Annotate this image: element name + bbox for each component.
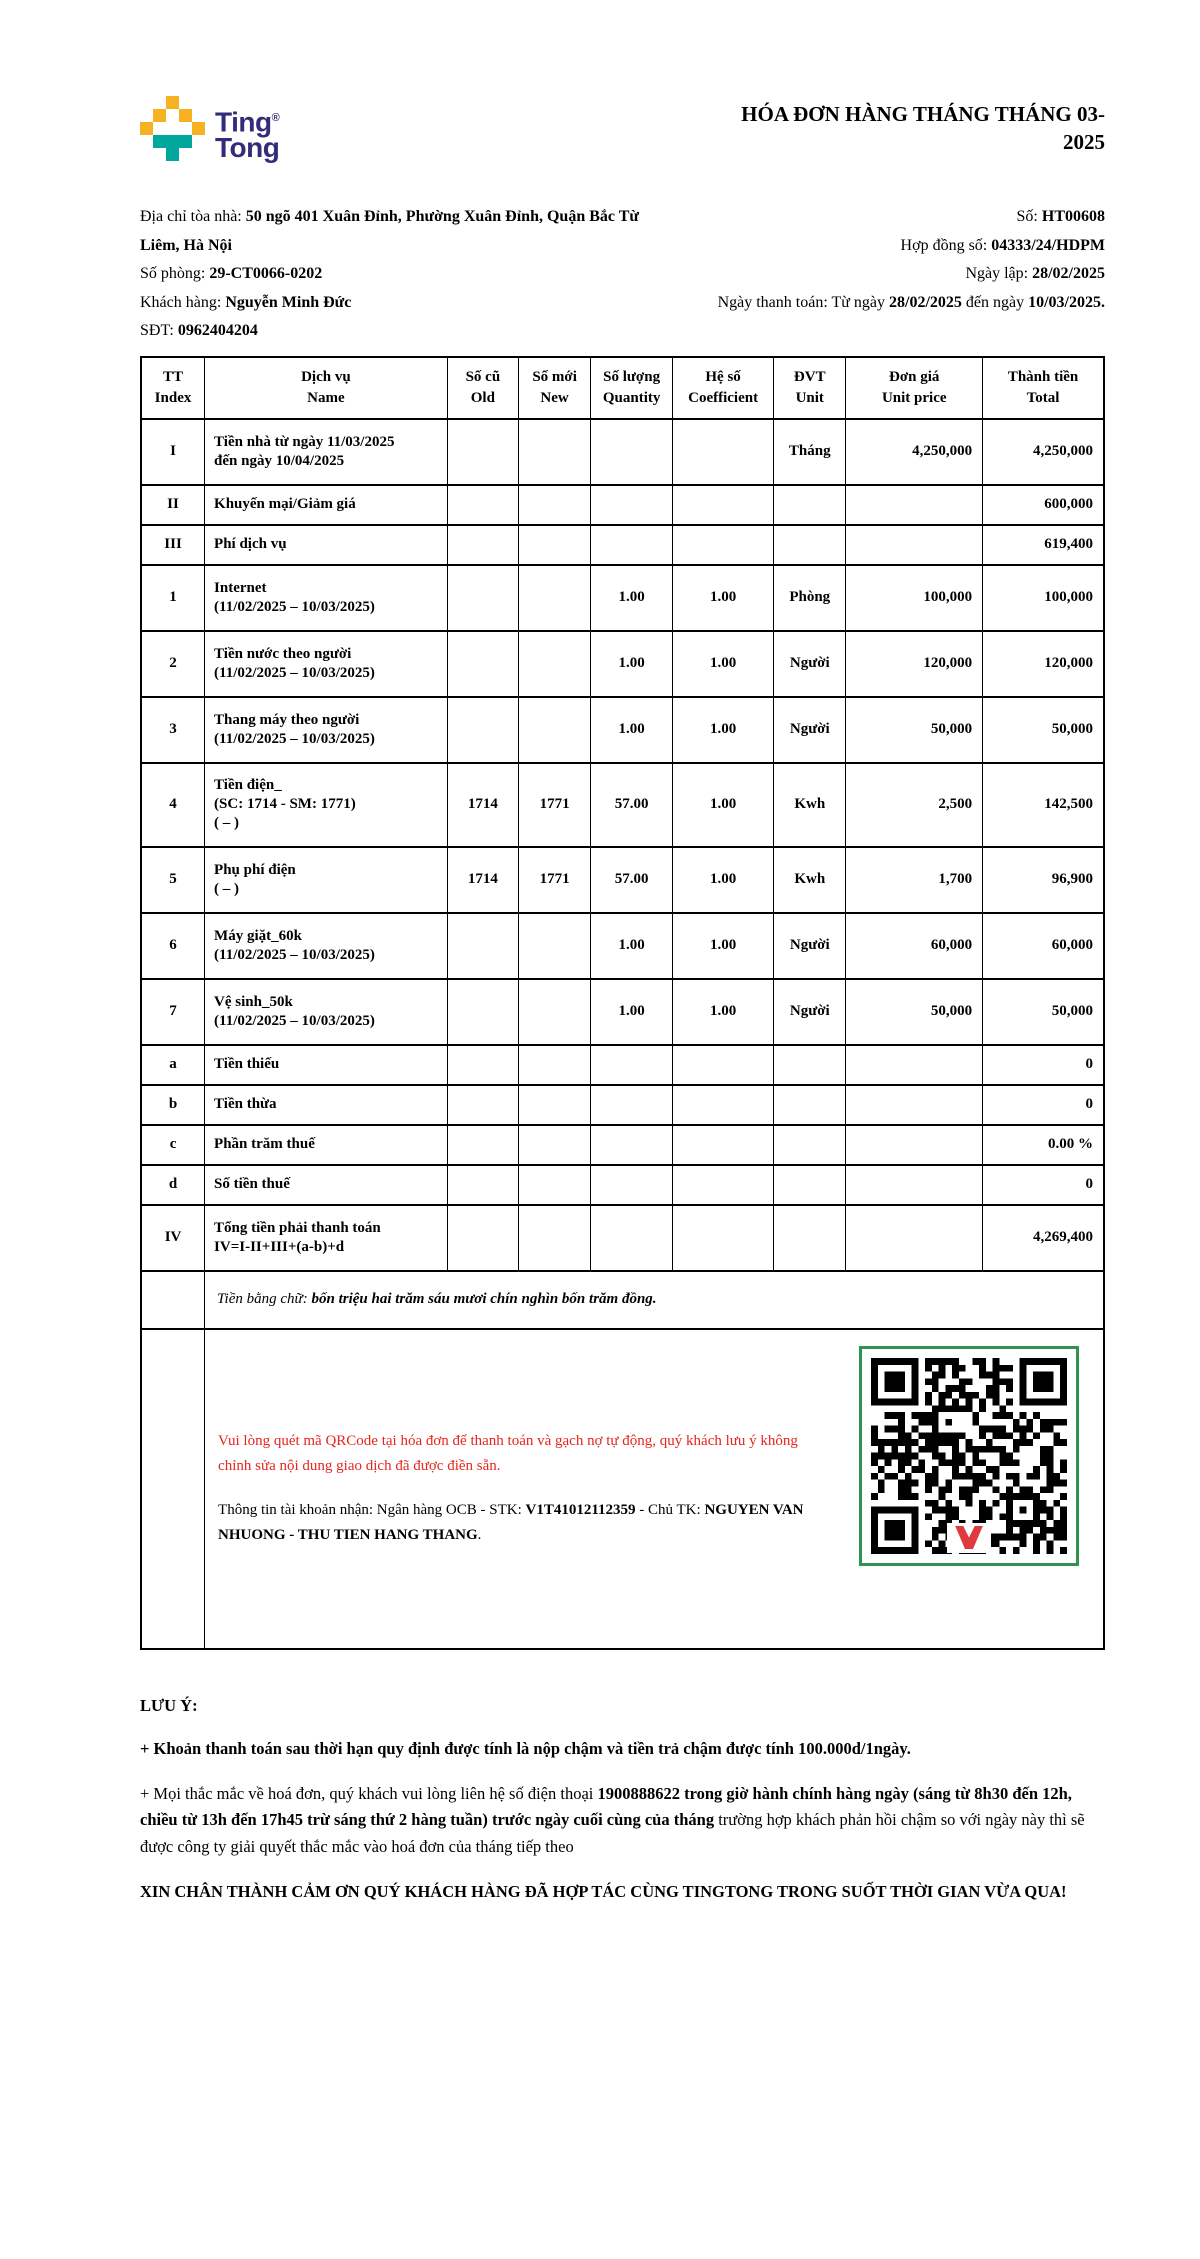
cell-total: 619,400 xyxy=(983,525,1104,565)
cell-coef: 1.00 xyxy=(673,913,774,979)
cell-coef: 1.00 xyxy=(673,847,774,913)
column-header: Đơn giá Unit price xyxy=(846,357,983,419)
cell-coef: 1.00 xyxy=(673,697,774,763)
cell-coef xyxy=(673,485,774,525)
cell-index: d xyxy=(141,1165,205,1205)
info-line: Số: HT00608 xyxy=(1016,208,1105,226)
empty-cell xyxy=(141,1271,205,1329)
cell-coef xyxy=(673,419,774,485)
cell-old xyxy=(447,419,518,485)
cell-price xyxy=(846,1205,983,1271)
cell-price: 2,500 xyxy=(846,763,983,847)
cell-price: 120,000 xyxy=(846,631,983,697)
cell-qty xyxy=(591,419,673,485)
cell-index: III xyxy=(141,525,205,565)
tingtong-logo xyxy=(140,96,280,164)
cell-total: 4,250,000 xyxy=(983,419,1104,485)
cell-coef: 1.00 xyxy=(673,763,774,847)
table-row xyxy=(141,697,1104,763)
cell-qty: 1.00 xyxy=(591,631,673,697)
cell-old xyxy=(447,913,518,979)
cell-coef xyxy=(673,1125,774,1165)
table-header-row xyxy=(141,357,1104,419)
cell-total: 142,500 xyxy=(983,763,1104,847)
table-row xyxy=(141,1045,1104,1085)
cell-qty xyxy=(591,1205,673,1271)
table-row xyxy=(141,913,1104,979)
cell-price: 50,000 xyxy=(846,697,983,763)
amount-in-words: Tiền bằng chữ: bốn triệu hai trăm sáu mươi chín nghìn bốn trăm đồng. xyxy=(205,1271,1104,1329)
amount-in-words-row xyxy=(141,1271,1104,1329)
cell-total: 0.00 % xyxy=(983,1125,1104,1165)
cell-price xyxy=(846,1085,983,1125)
notes-heading: LƯU Ý: xyxy=(140,1695,198,1715)
cell-total: 600,000 xyxy=(983,485,1104,525)
cell-qty xyxy=(591,1085,673,1125)
cell-new xyxy=(518,979,590,1045)
column-header: Số mới New xyxy=(518,357,590,419)
cell-name: Tổng tiền phải thanh toán IV=I-II+III+(a-b)+d xyxy=(205,1205,448,1271)
qr-warning-text: Vui lòng quét mã QRCode tại hóa đơn để thanh toán và gạch nợ tự động, quý khách lưu ý không chỉnh sửa nội dung giao dịch đã được điền sẵn. xyxy=(218,1433,798,1475)
cell-total: 50,000 xyxy=(983,979,1104,1045)
cell-total: 0 xyxy=(983,1045,1104,1085)
cell-new: 1771 xyxy=(518,847,590,913)
cell-old xyxy=(447,525,518,565)
cell-name: Thang máy theo người (11/02/2025 – 10/03/2025) xyxy=(205,697,448,763)
cell-qty: 1.00 xyxy=(591,913,673,979)
column-header: Số lượng Quantity xyxy=(591,357,673,419)
cell-new xyxy=(518,525,590,565)
column-header: TT Index xyxy=(141,357,205,419)
cell-qty: 1.00 xyxy=(591,565,673,631)
cell-index: b xyxy=(141,1085,205,1125)
cell-price: 100,000 xyxy=(846,565,983,631)
info-line: Khách hàng: Nguyễn Minh Đức xyxy=(140,293,352,311)
payment-row xyxy=(141,1329,1104,1649)
cell-coef xyxy=(673,1165,774,1205)
table-row xyxy=(141,565,1104,631)
vietqr-v-icon xyxy=(947,1523,991,1553)
cell-name: Tiền thừa xyxy=(205,1085,448,1125)
cell-qty: 57.00 xyxy=(591,847,673,913)
cell-index: c xyxy=(141,1125,205,1165)
cell-price: 60,000 xyxy=(846,913,983,979)
cell-price xyxy=(846,1165,983,1205)
cell-new xyxy=(518,1125,590,1165)
cell-new xyxy=(518,565,590,631)
cell-name: Phần trăm thuế xyxy=(205,1125,448,1165)
cell-name: Khuyến mại/Giảm giá xyxy=(205,485,448,525)
cell-old xyxy=(447,1045,518,1085)
table-row xyxy=(141,485,1104,525)
cell-new xyxy=(518,1165,590,1205)
cell-old: 1714 xyxy=(447,763,518,847)
cell-unit: Người xyxy=(774,631,846,697)
cell-new xyxy=(518,1085,590,1125)
cell-total: 120,000 xyxy=(983,631,1104,697)
cell-name: Tiền nước theo người (11/02/2025 – 10/03/2025) xyxy=(205,631,448,697)
note-late-fee: + Khoản thanh toán sau thời hạn quy định được tính là nộp chậm và tiền trả chậm được tính 100.000d/1ngày. xyxy=(140,1738,911,1758)
cell-old: 1714 xyxy=(447,847,518,913)
cell-unit: Tháng xyxy=(774,419,846,485)
info-line: Hợp đồng số: 04333/24/HDPM xyxy=(900,236,1105,254)
cell-unit xyxy=(774,1205,846,1271)
logo-word-tong: Tong xyxy=(215,132,280,164)
cell-price xyxy=(846,525,983,565)
cell-unit xyxy=(774,1165,846,1205)
cell-price: 50,000 xyxy=(846,979,983,1045)
cell-old xyxy=(447,631,518,697)
qr-code xyxy=(859,1346,1079,1566)
payment-instructions xyxy=(218,1429,818,1548)
payment-cell xyxy=(205,1329,1104,1649)
info-line: Ngày lập: 28/02/2025 xyxy=(965,265,1105,283)
cell-unit xyxy=(774,485,846,525)
cell-new xyxy=(518,1045,590,1085)
cell-name: Internet (11/02/2025 – 10/03/2025) xyxy=(205,565,448,631)
cell-coef: 1.00 xyxy=(673,631,774,697)
invoice-table xyxy=(140,356,1105,1650)
invoice-title: HÓA ĐƠN HÀNG THÁNG THÁNG 03- 2025 xyxy=(741,102,1105,154)
bank-account-info: Thông tin tài khoản nhận: Ngân hàng OCB - STK: V1T41012112359 - Chủ TK: NGUYEN VAN NHUONG - THU TIEN HANG THANG. xyxy=(218,1502,804,1544)
cell-price xyxy=(846,485,983,525)
cell-new xyxy=(518,485,590,525)
tingtong-logo-text xyxy=(215,105,280,164)
cell-index: 4 xyxy=(141,763,205,847)
registered-mark: ® xyxy=(271,112,280,124)
column-header: Thành tiền Total xyxy=(983,357,1104,419)
invoice-meta-info xyxy=(648,203,1105,346)
info-line: Ngày thanh toán: Từ ngày 28/02/2025 đến ngày 10/03/2025. xyxy=(717,293,1105,311)
cell-index: IV xyxy=(141,1205,205,1271)
tingtong-logo-icon xyxy=(140,96,205,161)
cell-old xyxy=(447,485,518,525)
cell-price xyxy=(846,1045,983,1085)
cell-qty xyxy=(591,1045,673,1085)
cell-index: I xyxy=(141,419,205,485)
cell-index: a xyxy=(141,1045,205,1085)
cell-new xyxy=(518,419,590,485)
cell-old xyxy=(447,1165,518,1205)
table-row xyxy=(141,1085,1104,1125)
cell-unit: Người xyxy=(774,979,846,1045)
table-row xyxy=(141,1165,1104,1205)
cell-qty xyxy=(591,525,673,565)
cell-total: 0 xyxy=(983,1085,1104,1125)
cell-total: 4,269,400 xyxy=(983,1205,1104,1271)
header xyxy=(140,96,1105,164)
cell-total: 0 xyxy=(983,1165,1104,1205)
table-row xyxy=(141,979,1104,1045)
table-row xyxy=(141,631,1104,697)
cell-new xyxy=(518,697,590,763)
cell-coef xyxy=(673,1045,774,1085)
table-row xyxy=(141,525,1104,565)
cell-qty: 1.00 xyxy=(591,979,673,1045)
table-row xyxy=(141,847,1104,913)
thanks-message: XIN CHÂN THÀNH CẢM ƠN QUÝ KHÁCH HÀNG ĐÃ HỢP TÁC CÙNG TINGTONG TRONG SUỐT THỜI GIAN VỪA QUA! xyxy=(140,1882,1067,1902)
cell-new xyxy=(518,1205,590,1271)
cell-price: 4,250,000 xyxy=(846,419,983,485)
cell-price: 1,700 xyxy=(846,847,983,913)
cell-old xyxy=(447,697,518,763)
cell-new: 1771 xyxy=(518,763,590,847)
cell-price xyxy=(846,1125,983,1165)
info-section xyxy=(140,203,1105,346)
column-header: Số cũ Old xyxy=(447,357,518,419)
cell-index: II xyxy=(141,485,205,525)
cell-index: 1 xyxy=(141,565,205,631)
cell-old xyxy=(447,979,518,1045)
cell-index: 2 xyxy=(141,631,205,697)
table-row xyxy=(141,763,1104,847)
info-line: Số phòng: 29-CT0066-0202 xyxy=(140,265,323,283)
table-row xyxy=(141,1125,1104,1165)
cell-total: 50,000 xyxy=(983,697,1104,763)
info-line: Địa chỉ tòa nhà: 50 ngõ 401 Xuân Đỉnh, Phường Xuân Đỉnh, Quận Bắc Từ Liêm, Hà Nội xyxy=(140,208,639,254)
cell-coef xyxy=(673,1205,774,1271)
cell-unit: Người xyxy=(774,913,846,979)
cell-unit xyxy=(774,525,846,565)
cell-new xyxy=(518,631,590,697)
cell-name: Tiền điện_ (SC: 1714 - SM: 1771) ( – ) xyxy=(205,763,448,847)
cell-name: Phí dịch vụ xyxy=(205,525,448,565)
cell-name: Tiền thiếu xyxy=(205,1045,448,1085)
customer-info xyxy=(140,203,648,346)
cell-total: 100,000 xyxy=(983,565,1104,631)
cell-index: 7 xyxy=(141,979,205,1045)
empty-cell xyxy=(141,1329,205,1649)
column-header: Hệ số Coefficient xyxy=(673,357,774,419)
cell-total: 96,900 xyxy=(983,847,1104,913)
cell-name: Máy giặt_60k (11/02/2025 – 10/03/2025) xyxy=(205,913,448,979)
cell-name: Phụ phí điện ( – ) xyxy=(205,847,448,913)
info-line: SĐT: 0962404204 xyxy=(140,322,258,340)
cell-name: Vệ sinh_50k (11/02/2025 – 10/03/2025) xyxy=(205,979,448,1045)
cell-index: 3 xyxy=(141,697,205,763)
cell-qty: 1.00 xyxy=(591,697,673,763)
cell-unit: Phòng xyxy=(774,565,846,631)
cell-coef xyxy=(673,525,774,565)
note-contact: + Mọi thắc mắc về hoá đơn, quý khách vui lòng liên hệ số điện thoại 1900888622 trong giờ hành chính hàng ngày (sáng từ 8h30 đến 12h, chiều từ 13h đến 17h45 trừ sáng thứ 2 hàng tuần) trước ngày cuối cùng của tháng trường hợp khách phản hồi chậm so với ngày này thì sẽ được công ty giải quyết thắc mắc vào hoá đơn của tháng tiếp theo xyxy=(140,1783,1085,1856)
cell-qty xyxy=(591,1165,673,1205)
cell-unit: Người xyxy=(774,697,846,763)
cell-unit xyxy=(774,1125,846,1165)
cell-total: 60,000 xyxy=(983,913,1104,979)
cell-coef: 1.00 xyxy=(673,979,774,1045)
cell-old xyxy=(447,1085,518,1125)
cell-qty xyxy=(591,485,673,525)
table-row xyxy=(141,419,1104,485)
cell-unit xyxy=(774,1045,846,1085)
cell-old xyxy=(447,1125,518,1165)
cell-coef: 1.00 xyxy=(673,565,774,631)
cell-qty xyxy=(591,1125,673,1165)
cell-unit xyxy=(774,1085,846,1125)
cell-old xyxy=(447,1205,518,1271)
cell-new xyxy=(518,913,590,979)
cell-index: 5 xyxy=(141,847,205,913)
cell-unit: Kwh xyxy=(774,847,846,913)
cell-unit: Kwh xyxy=(774,763,846,847)
cell-name: Tiền nhà từ ngày 11/03/2025 đến ngày 10/04/2025 xyxy=(205,419,448,485)
cell-old xyxy=(447,565,518,631)
cell-index: 6 xyxy=(141,913,205,979)
cell-qty: 57.00 xyxy=(591,763,673,847)
logo-word-ting: Ting xyxy=(215,106,272,138)
column-header: Dịch vụ Name xyxy=(205,357,448,419)
cell-name: Số tiền thuế xyxy=(205,1165,448,1205)
column-header: ĐVT Unit xyxy=(774,357,846,419)
cell-coef xyxy=(673,1085,774,1125)
notes-section xyxy=(140,1696,1105,1906)
table-row xyxy=(141,1205,1104,1271)
